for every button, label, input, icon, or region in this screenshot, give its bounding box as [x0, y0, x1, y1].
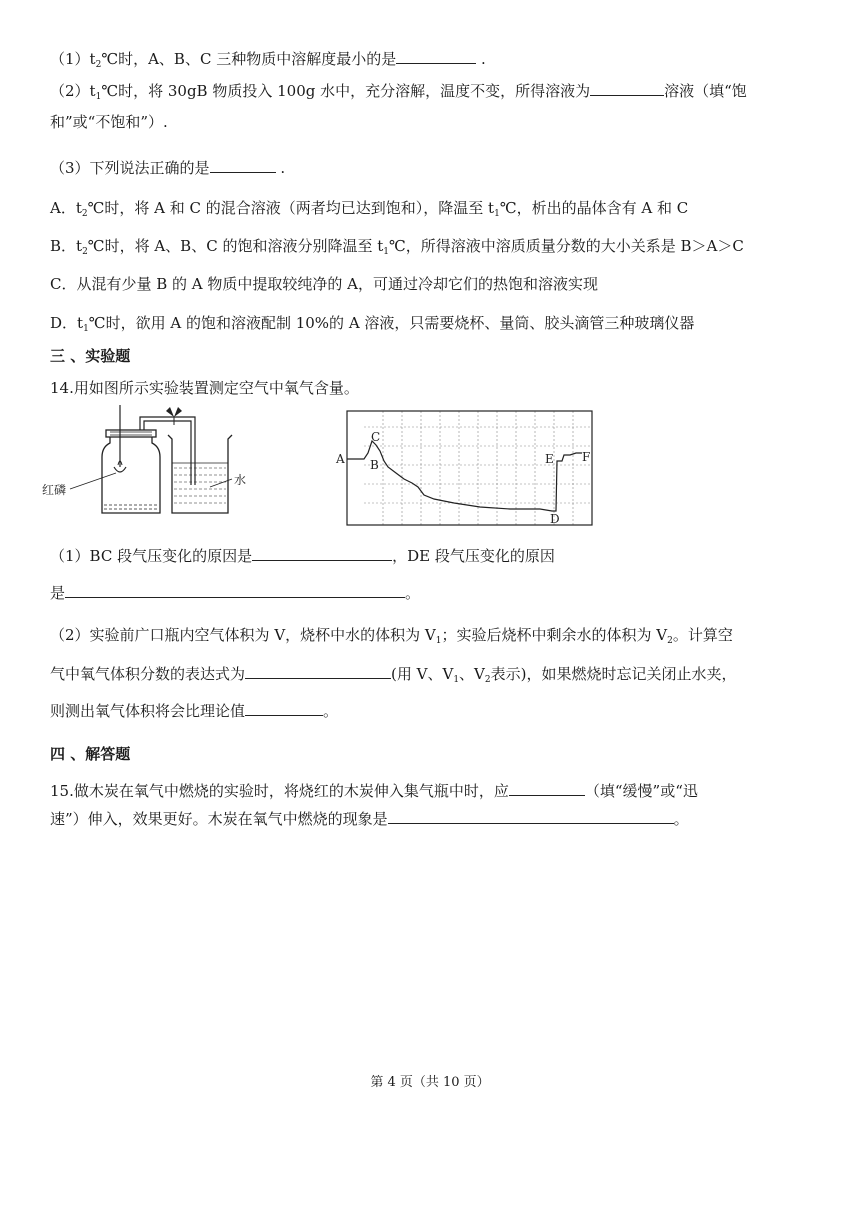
answer-blank[interactable] [590, 80, 664, 96]
q15-line1: 15.做木炭在氧气中燃烧的实验时，将烧红的木炭伸入集气瓶中时，应 （填“缓慢”或“迅 [50, 782, 698, 800]
answer-blank[interactable] [245, 700, 323, 716]
answer-blank[interactable] [210, 157, 276, 173]
answer-blank[interactable] [252, 545, 392, 561]
beaker-icon [168, 435, 232, 513]
q14-part2-cont2: 则测出氧气体积将会比理论值 。 [50, 702, 339, 720]
q14-part1: （1）BC 段气压变化的原因是 ，DE 段气压变化的原因 [50, 547, 555, 565]
q13-option-d: D．$t_1℃$时，欲用 A 的饱和溶液配制 10%的 A 溶液，只需要烧杯、量筒、胶头滴管三种玻璃仪器 [50, 314, 695, 334]
q14-part2: （2）实验前广口瓶内空气体积为 V，烧杯中水的体积为 $V_1$；实验后烧杯中剩余水的体积为 $V_2$。计算空 [50, 626, 733, 646]
apparatus-figure [40, 405, 270, 530]
point-label-e: E [545, 452, 554, 466]
point-label-c: C [371, 430, 381, 444]
q13-option-b: B．$t_2℃$时，将 A、B、C 的饱和溶液分别降温至 $t_1℃$，所得溶液中溶质质量分数的大小关系是 B＞A＞C [50, 237, 744, 257]
clamp-icon [166, 407, 182, 417]
answer-blank[interactable] [65, 582, 405, 598]
page-footer: 第 4 页（共 10 页） [370, 1075, 490, 1090]
q14-stem: 14.用如图所示实验装置测定空气中氧气含量。 [50, 379, 359, 397]
graph-frame [347, 411, 592, 525]
point-label-b: B [370, 458, 379, 472]
section-heading-answer: 四 、解答题 [50, 745, 131, 763]
q13-option-a: A．$t_2℃$时，将 A 和 C 的混合溶液（两者均已达到饱和），降温至 $t_1℃$，析出的晶体含有 A 和 C [50, 199, 689, 219]
q13-part2-cont: 和”或“不饱和”）. [50, 113, 168, 131]
q14-part1-cont: 是 。 [50, 584, 421, 602]
point-label-a: A [336, 452, 345, 466]
answer-blank[interactable] [245, 663, 391, 679]
pressure-graph [330, 405, 600, 530]
q14-part2-cont: 气中氧气体积分数的表达式为 (用 V、$V_1$、$V_2$表示)，如果燃烧时忘记关闭止水夹， [50, 665, 737, 685]
section-heading-experiment: 三 、实验题 [50, 347, 131, 365]
q13-part1: $(1)t_2℃$时，A、B、C 三种物质中溶解度最小的是 . [50, 50, 486, 70]
graph-grid [364, 411, 592, 525]
stopper-icon [106, 430, 156, 437]
flask-icon [102, 435, 160, 513]
q13-part2: $(2)t_1℃$时，将 30gB 物质投入 100g 水中，充分溶解，温度不变，所得溶液为 溶液（填“饱 [50, 82, 747, 102]
answer-blank[interactable] [396, 48, 476, 64]
label-red-phosphorus: 红磷 [42, 483, 67, 497]
combustion-spoon-icon [114, 467, 126, 472]
answer-blank[interactable] [388, 808, 674, 824]
label-water: 水 [234, 473, 247, 487]
q15-line2: 速”）伸入，效果更好。木炭在氧气中燃烧的现象是 。 [50, 810, 689, 828]
answer-blank[interactable] [509, 780, 585, 796]
point-label-d: D [550, 512, 560, 526]
q13-part3: （3）下列说法正确的是 . [50, 159, 286, 177]
point-label-f: F [582, 450, 591, 464]
q13-option-c: C．从混有少量 B 的 A 物质中提取较纯净的 A，可通过冷却它们的热饱和溶液实现 [50, 275, 599, 293]
